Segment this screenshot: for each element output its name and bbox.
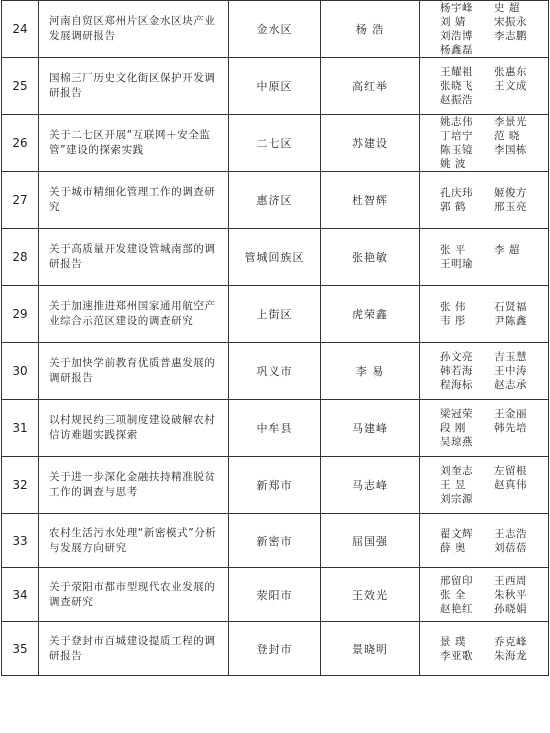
research-report-table (1, 0, 549, 676)
member-name: 张 伟 (440, 301, 466, 313)
member-name: 王志浩 (494, 527, 527, 540)
report-title: 关于登封市百城建设提质工程的调研报告 (39, 622, 229, 676)
team-members (420, 622, 549, 676)
member-name: 韦 彤 (440, 315, 466, 327)
lead-author: 苏建设 (321, 115, 420, 172)
member-name: 赵艳红 (440, 602, 473, 615)
member-name: 景 璞 (440, 635, 466, 648)
report-title: 关于加快学前教育优质普惠发展的调研报告 (39, 343, 229, 400)
district: 金水区 (229, 1, 321, 58)
report-title: 河南自贸区郑州片区金水区块产业发展调研报告 (39, 1, 229, 58)
table-row (2, 622, 549, 676)
member-name: 赵振浩 (440, 94, 473, 106)
member-name: 朱秋平 (494, 588, 527, 601)
report-title: 农村生活污水处理“新密模式”分析与发展方向研究 (39, 514, 229, 568)
table-row (2, 514, 549, 568)
member-name: 陈玉镜 (440, 144, 473, 156)
report-title: 关于高质量开发建设管城南部的调研报告 (39, 229, 229, 286)
table-row (2, 400, 549, 457)
member-name: 杨宇峰 (440, 2, 473, 14)
district: 管城回族区 (229, 229, 321, 286)
member-name: 孙晓娟 (494, 602, 527, 615)
lead-author: 马志峰 (321, 457, 420, 514)
member-name: 郭 鹤 (440, 201, 466, 213)
row-number: 24 (2, 1, 39, 58)
team-members (420, 343, 549, 400)
member-name: 乔克峰 (494, 635, 527, 648)
row-number: 32 (2, 457, 39, 514)
team-members (420, 58, 549, 115)
member-name: 薛 奥 (440, 541, 466, 554)
member-name: 张 全 (440, 588, 466, 601)
district: 新郑市 (229, 457, 321, 514)
team-members (420, 1, 549, 58)
member-name: 尹陈鑫 (494, 315, 527, 327)
lead-author: 张艳敏 (321, 229, 420, 286)
member-name: 张晓飞 (440, 80, 473, 92)
row-number: 28 (2, 229, 39, 286)
team-members (420, 115, 549, 172)
row-number: 29 (2, 286, 39, 343)
member-name: 韩先培 (494, 422, 527, 434)
lead-author: 高红举 (321, 58, 420, 115)
member-name: 张惠东 (494, 66, 527, 78)
table-row (2, 172, 549, 229)
member-name: 刘蓓蓓 (494, 541, 527, 554)
district: 巩义市 (229, 343, 321, 400)
lead-author: 虎荣鑫 (321, 286, 420, 343)
team-members (420, 286, 549, 343)
team-members (420, 514, 549, 568)
table-row (2, 343, 549, 400)
member-name: 王 昱 (440, 479, 466, 491)
member-name: 吉玉慧 (494, 351, 527, 363)
table-row (2, 229, 549, 286)
member-name: 李志鹏 (494, 30, 527, 42)
member-name: 韩若海 (440, 365, 473, 377)
table-row (2, 115, 549, 172)
member-name: 杨鑫磊 (440, 44, 473, 56)
member-name: 李 超 (494, 244, 520, 256)
member-name: 刘奎志 (440, 465, 473, 477)
row-number: 31 (2, 400, 39, 457)
member-name: 石贤福 (494, 301, 527, 313)
member-name: 姚 波 (440, 158, 466, 170)
team-members (420, 568, 549, 622)
table-row (2, 568, 549, 622)
lead-author: 景晓明 (321, 622, 420, 676)
row-number: 26 (2, 115, 39, 172)
row-number: 27 (2, 172, 39, 229)
lead-author: 杜智辉 (321, 172, 420, 229)
member-name: 左留根 (494, 465, 527, 477)
member-name: 刘 婧 (440, 16, 466, 28)
district: 登封市 (229, 622, 321, 676)
member-name: 范 晓 (494, 130, 520, 142)
report-title: 关于加速推进郑州国家通用航空产业综合示范区建设的调查研究 (39, 286, 229, 343)
report-title: 关于进一步深化金融扶持精准脱贫工作的调查与思考 (39, 457, 229, 514)
district: 新密市 (229, 514, 321, 568)
member-name: 梁冠荣 (440, 408, 473, 420)
lead-author: 王效光 (321, 568, 420, 622)
row-number: 34 (2, 568, 39, 622)
team-members (420, 457, 549, 514)
team-members (420, 400, 549, 457)
member-name: 刘浩博 (440, 30, 473, 42)
row-number: 35 (2, 622, 39, 676)
member-name: 王中涛 (494, 365, 527, 377)
row-number: 33 (2, 514, 39, 568)
team-members (420, 229, 549, 286)
report-title: 关于荥阳市都市型现代农业发展的调查研究 (39, 568, 229, 622)
table-row (2, 286, 549, 343)
team-members (420, 172, 549, 229)
member-name: 邢留印 (440, 574, 473, 587)
member-name: 孙文亮 (440, 351, 473, 363)
member-name: 李国栋 (494, 144, 527, 156)
member-name: 刘宗源 (440, 493, 473, 505)
member-name: 邢玉亮 (494, 201, 527, 213)
district: 中原区 (229, 58, 321, 115)
member-name: 王文成 (494, 80, 527, 92)
member-name: 孔庆玮 (440, 187, 473, 199)
member-name: 王金丽 (494, 408, 527, 420)
table-row (2, 457, 549, 514)
report-title: 以村规民约三项制度建设破解农村信访难题实践探索 (39, 400, 229, 457)
member-name: 宋振永 (494, 16, 527, 28)
lead-author: 屈国强 (321, 514, 420, 568)
report-title: 关于城市精细化管理工作的调查研究 (39, 172, 229, 229)
member-name: 吴琼燕 (440, 436, 473, 448)
district: 二七区 (229, 115, 321, 172)
member-name: 李景光 (494, 116, 527, 128)
district: 上街区 (229, 286, 321, 343)
member-name: 王西周 (494, 574, 527, 587)
row-number: 30 (2, 343, 39, 400)
member-name: 王耀祖 (440, 66, 473, 78)
district: 荥阳市 (229, 568, 321, 622)
member-name: 王明瑜 (440, 258, 473, 270)
lead-author: 李 易 (321, 343, 420, 400)
report-title: 关于二七区开展“互联网＋安全监管”建设的探索实践 (39, 115, 229, 172)
member-name: 赵真伟 (494, 479, 527, 491)
lead-author: 杨 浩 (321, 1, 420, 58)
table-row (2, 1, 549, 58)
member-name: 张 平 (440, 244, 466, 256)
member-name: 翟文辉 (440, 527, 473, 540)
member-name: 赵志承 (494, 379, 527, 391)
member-name: 姬俊方 (494, 187, 527, 199)
lead-author: 马建峰 (321, 400, 420, 457)
report-title: 国棉三厂历史文化街区保护开发调研报告 (39, 58, 229, 115)
table-row (2, 58, 549, 115)
member-name: 史 超 (494, 2, 520, 14)
member-name: 李亚歌 (440, 649, 473, 662)
district: 中牟县 (229, 400, 321, 457)
member-name: 姚志伟 (440, 116, 473, 128)
member-name: 段 刚 (440, 422, 466, 434)
row-number: 25 (2, 58, 39, 115)
member-name: 程海标 (440, 379, 473, 391)
member-name: 朱海龙 (494, 649, 527, 662)
member-name: 丁培宁 (440, 130, 473, 142)
district: 惠济区 (229, 172, 321, 229)
